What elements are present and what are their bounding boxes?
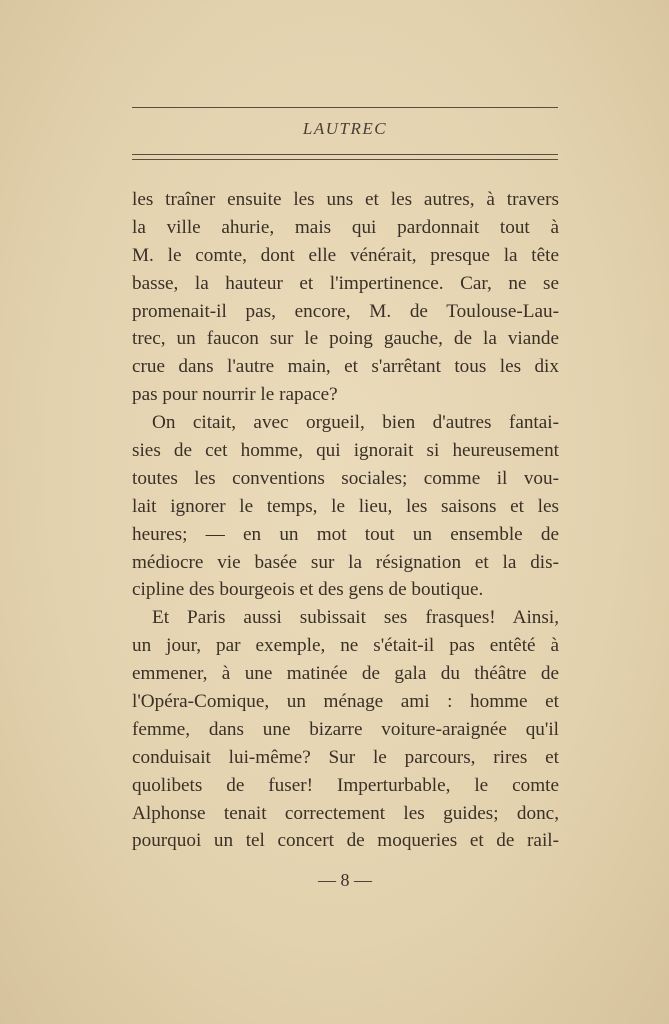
text-line: lait ignorer le temps, le lieu, les saisons et les — [132, 495, 559, 517]
text-line: quolibets de fuser! Imperturbable, le comte — [132, 774, 559, 796]
text-line: emmener, à une matinée de gala du théâtre de — [132, 663, 559, 685]
text-line: sies de cet homme, qui ignorait si heureusement — [132, 440, 559, 462]
text-line: conduisait lui-même? Sur le parcours, rires et — [132, 746, 559, 768]
body-text — [132, 186, 559, 855]
text-line: les traîner ensuite les uns et les autres, à travers — [132, 189, 559, 210]
paragraph — [132, 604, 559, 855]
text-line: trec, un faucon sur le poing gauche, de la viande — [132, 328, 559, 350]
text-line: promenait-il pas, encore, M. de Toulouse-Lau- — [132, 300, 559, 322]
text-line: cipline des bourgeois et des gens de boutique. — [132, 579, 484, 601]
text-line: crue dans l'autre main, et s'arrêtant tous les dix — [132, 356, 559, 378]
text-line: basse, la hauteur et l'impertinence. Car, ne se — [132, 272, 559, 294]
paragraph — [132, 409, 559, 604]
text-line: On citait, avec orgueil, bien d'autres fantai- — [152, 412, 559, 434]
running-header: LAUTREC — [302, 119, 388, 138]
text-line: heures; — en un mot tout un ensemble de — [132, 523, 559, 545]
page-number: — 8 — — [318, 870, 372, 890]
text-line: l'Opéra-Comique, un ménage ami : homme et — [132, 691, 559, 713]
header-rule-upper — [132, 154, 558, 155]
text-line: pourquoi un tel concert de moqueries et de rail- — [132, 830, 559, 852]
paragraph — [132, 186, 559, 409]
text-line: un jour, par exemple, ne s'était-il pas entêté à — [132, 635, 559, 657]
text-line: pas pour nourrir le rapace? — [132, 384, 338, 406]
text-line: Alphonse tenait correctement les guides; donc, — [132, 802, 559, 824]
text-line: médiocre vie basée sur la résignation et la dis- — [132, 551, 559, 573]
top-rule — [132, 107, 558, 108]
text-line: la ville ahurie, mais qui pardonnait tout à — [132, 216, 559, 238]
text-line: Et Paris aussi subissait ses frasques! Ainsi, — [152, 607, 559, 629]
header-rule-lower — [132, 159, 558, 160]
text-line: M. le comte, dont elle vénérait, presque la tête — [132, 244, 559, 266]
text-line: femme, dans une bizarre voiture-araignée qu'il — [132, 718, 559, 740]
text-line: toutes les conventions sociales; comme il vou- — [132, 467, 559, 489]
